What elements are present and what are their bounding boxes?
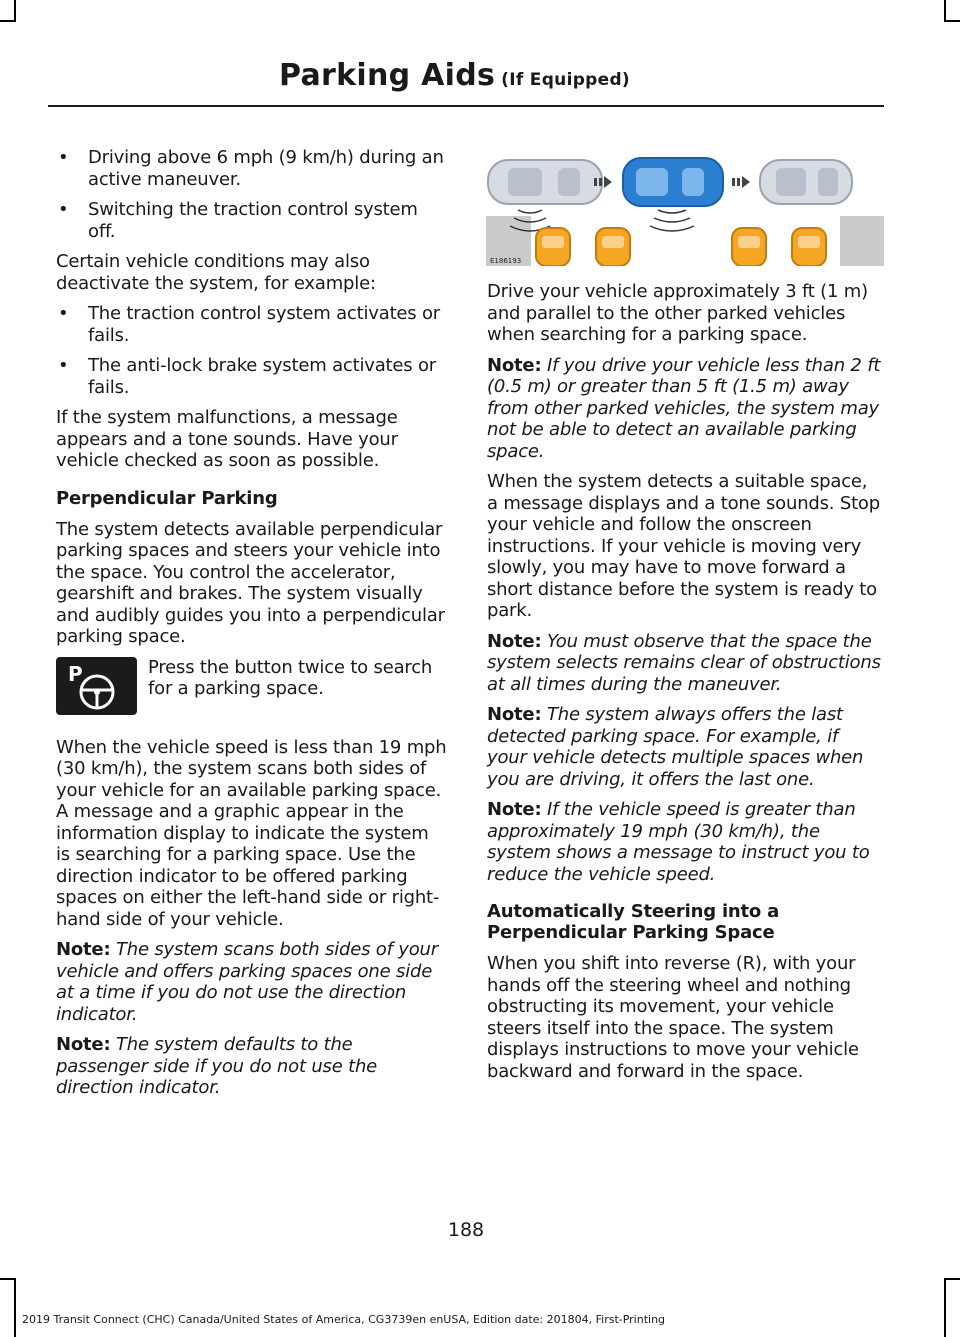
crop-mark xyxy=(0,1278,16,1280)
figure-code: E186193 xyxy=(490,257,522,265)
paragraph: Drive your vehicle approximately 3 ft (1 m) and parallel to the other parked vehicles when searching for a parking space. xyxy=(487,281,868,345)
header-divider xyxy=(48,105,884,107)
left-column xyxy=(56,147,448,1108)
crop-mark xyxy=(944,1278,946,1337)
list-item: • Driving above 6 mph (9 km/h) during an active maneuver. xyxy=(58,147,444,190)
crop-mark xyxy=(944,1278,960,1280)
parked-car-icon xyxy=(596,228,630,266)
crop-mark xyxy=(944,20,960,22)
note: Note: If you drive your vehicle less than 2 ft (0.5 m) or greater than 5 ft (1.5 m) away from other parked vehicles, the system may not be able to detect an available parking space. xyxy=(487,354,881,462)
paragraph: When you shift into reverse (R), with your hands off the steering wheel and nothing obstructing its movement, your vehicle steers itself into the space. The system displays instructions to move your vehicle backward and forward in the space. xyxy=(487,953,859,1082)
car-icon xyxy=(623,158,723,206)
list-item: • Switching the traction control system off. xyxy=(58,199,418,242)
section-heading: Perpendicular Parking xyxy=(56,487,278,509)
paragraph: When the system detects a suitable space, a message displays and a tone sounds. Stop your vehicle and follow the onscreen instructions. If your vehicle is moving very slowly, you may have to move forward a short distance before the system is ready to park. xyxy=(487,471,880,621)
list-item: • The traction control system activates or fails. xyxy=(58,303,441,346)
note: Note: The system always offers the last detected parking space. For example, if your vehicle detects multiple spaces when you are driving, it offers the last one. xyxy=(487,704,864,790)
crop-mark xyxy=(0,20,16,22)
crop-mark xyxy=(14,0,16,22)
paragraph: The system detects available perpendicular parking spaces and steers your vehicle into the space. You control the accelerator, gearshift and brakes. The system visually and audibly guides you into a perpendicular parking space. xyxy=(56,518,445,647)
note: Note: If the vehicle speed is greater than approximately 19 mph (30 km/h), the system shows a message to instruct you to reduce the vehicle speed. xyxy=(487,799,870,885)
parked-car-icon xyxy=(732,228,766,266)
svg-text:P: P xyxy=(68,661,83,686)
note: Note: The system defaults to the passenger side if you do not use the direction indicator. xyxy=(56,1034,378,1098)
parked-car-icon xyxy=(536,228,570,266)
note: Note: You must observe that the space the system selects remains clear of obstructions at all times during the maneuver. xyxy=(487,630,881,695)
list-item: • The anti-lock brake system activates or fails. xyxy=(58,355,436,398)
section-title: Parking Aids xyxy=(279,58,496,93)
section-subtitle: (If Equipped) xyxy=(501,70,630,90)
crop-mark xyxy=(14,1278,16,1337)
right-column xyxy=(487,281,881,1091)
icon-instruction xyxy=(56,657,448,721)
paragraph: If the system malfunctions, a message appears and a tone sounds. Have your vehicle checked as soon as possible. xyxy=(56,407,398,471)
paragraph: When the vehicle speed is less than 19 mph (30 km/h), the system scans both sides of your vehicle for an available parking space. A message and a graphic appear in the information display to indicate the system is searching for a parking space. Use the direction indicator to be offered parking spaces on either the left-hand side or right-hand side of your vehicle. xyxy=(56,736,447,930)
paragraph: Certain vehicle conditions may also deactivate the system, for example: xyxy=(56,251,376,294)
parked-car-icon xyxy=(792,228,826,266)
park-assist-button-icon xyxy=(56,657,137,715)
car-icon xyxy=(488,160,602,204)
parking-scan-illustration xyxy=(486,156,884,266)
paragraph: Press the button twice to search for a parking space. xyxy=(148,656,433,699)
page-number: 188 xyxy=(447,1219,485,1241)
crop-mark xyxy=(944,0,946,22)
page-title xyxy=(279,58,630,93)
section-heading: Automatically Steering into a Perpendicular Parking Space xyxy=(487,901,780,943)
note: Note: The system scans both sides of your vehicle and offers parking spaces one side at a time if you do not use the direction indicator. xyxy=(56,939,438,1025)
car-icon xyxy=(760,160,852,204)
footer-text: 2019 Transit Connect (CHC) Canada/United States of America, CG3739en enUSA, Edition date: 201804, First-Printing xyxy=(22,1313,666,1326)
